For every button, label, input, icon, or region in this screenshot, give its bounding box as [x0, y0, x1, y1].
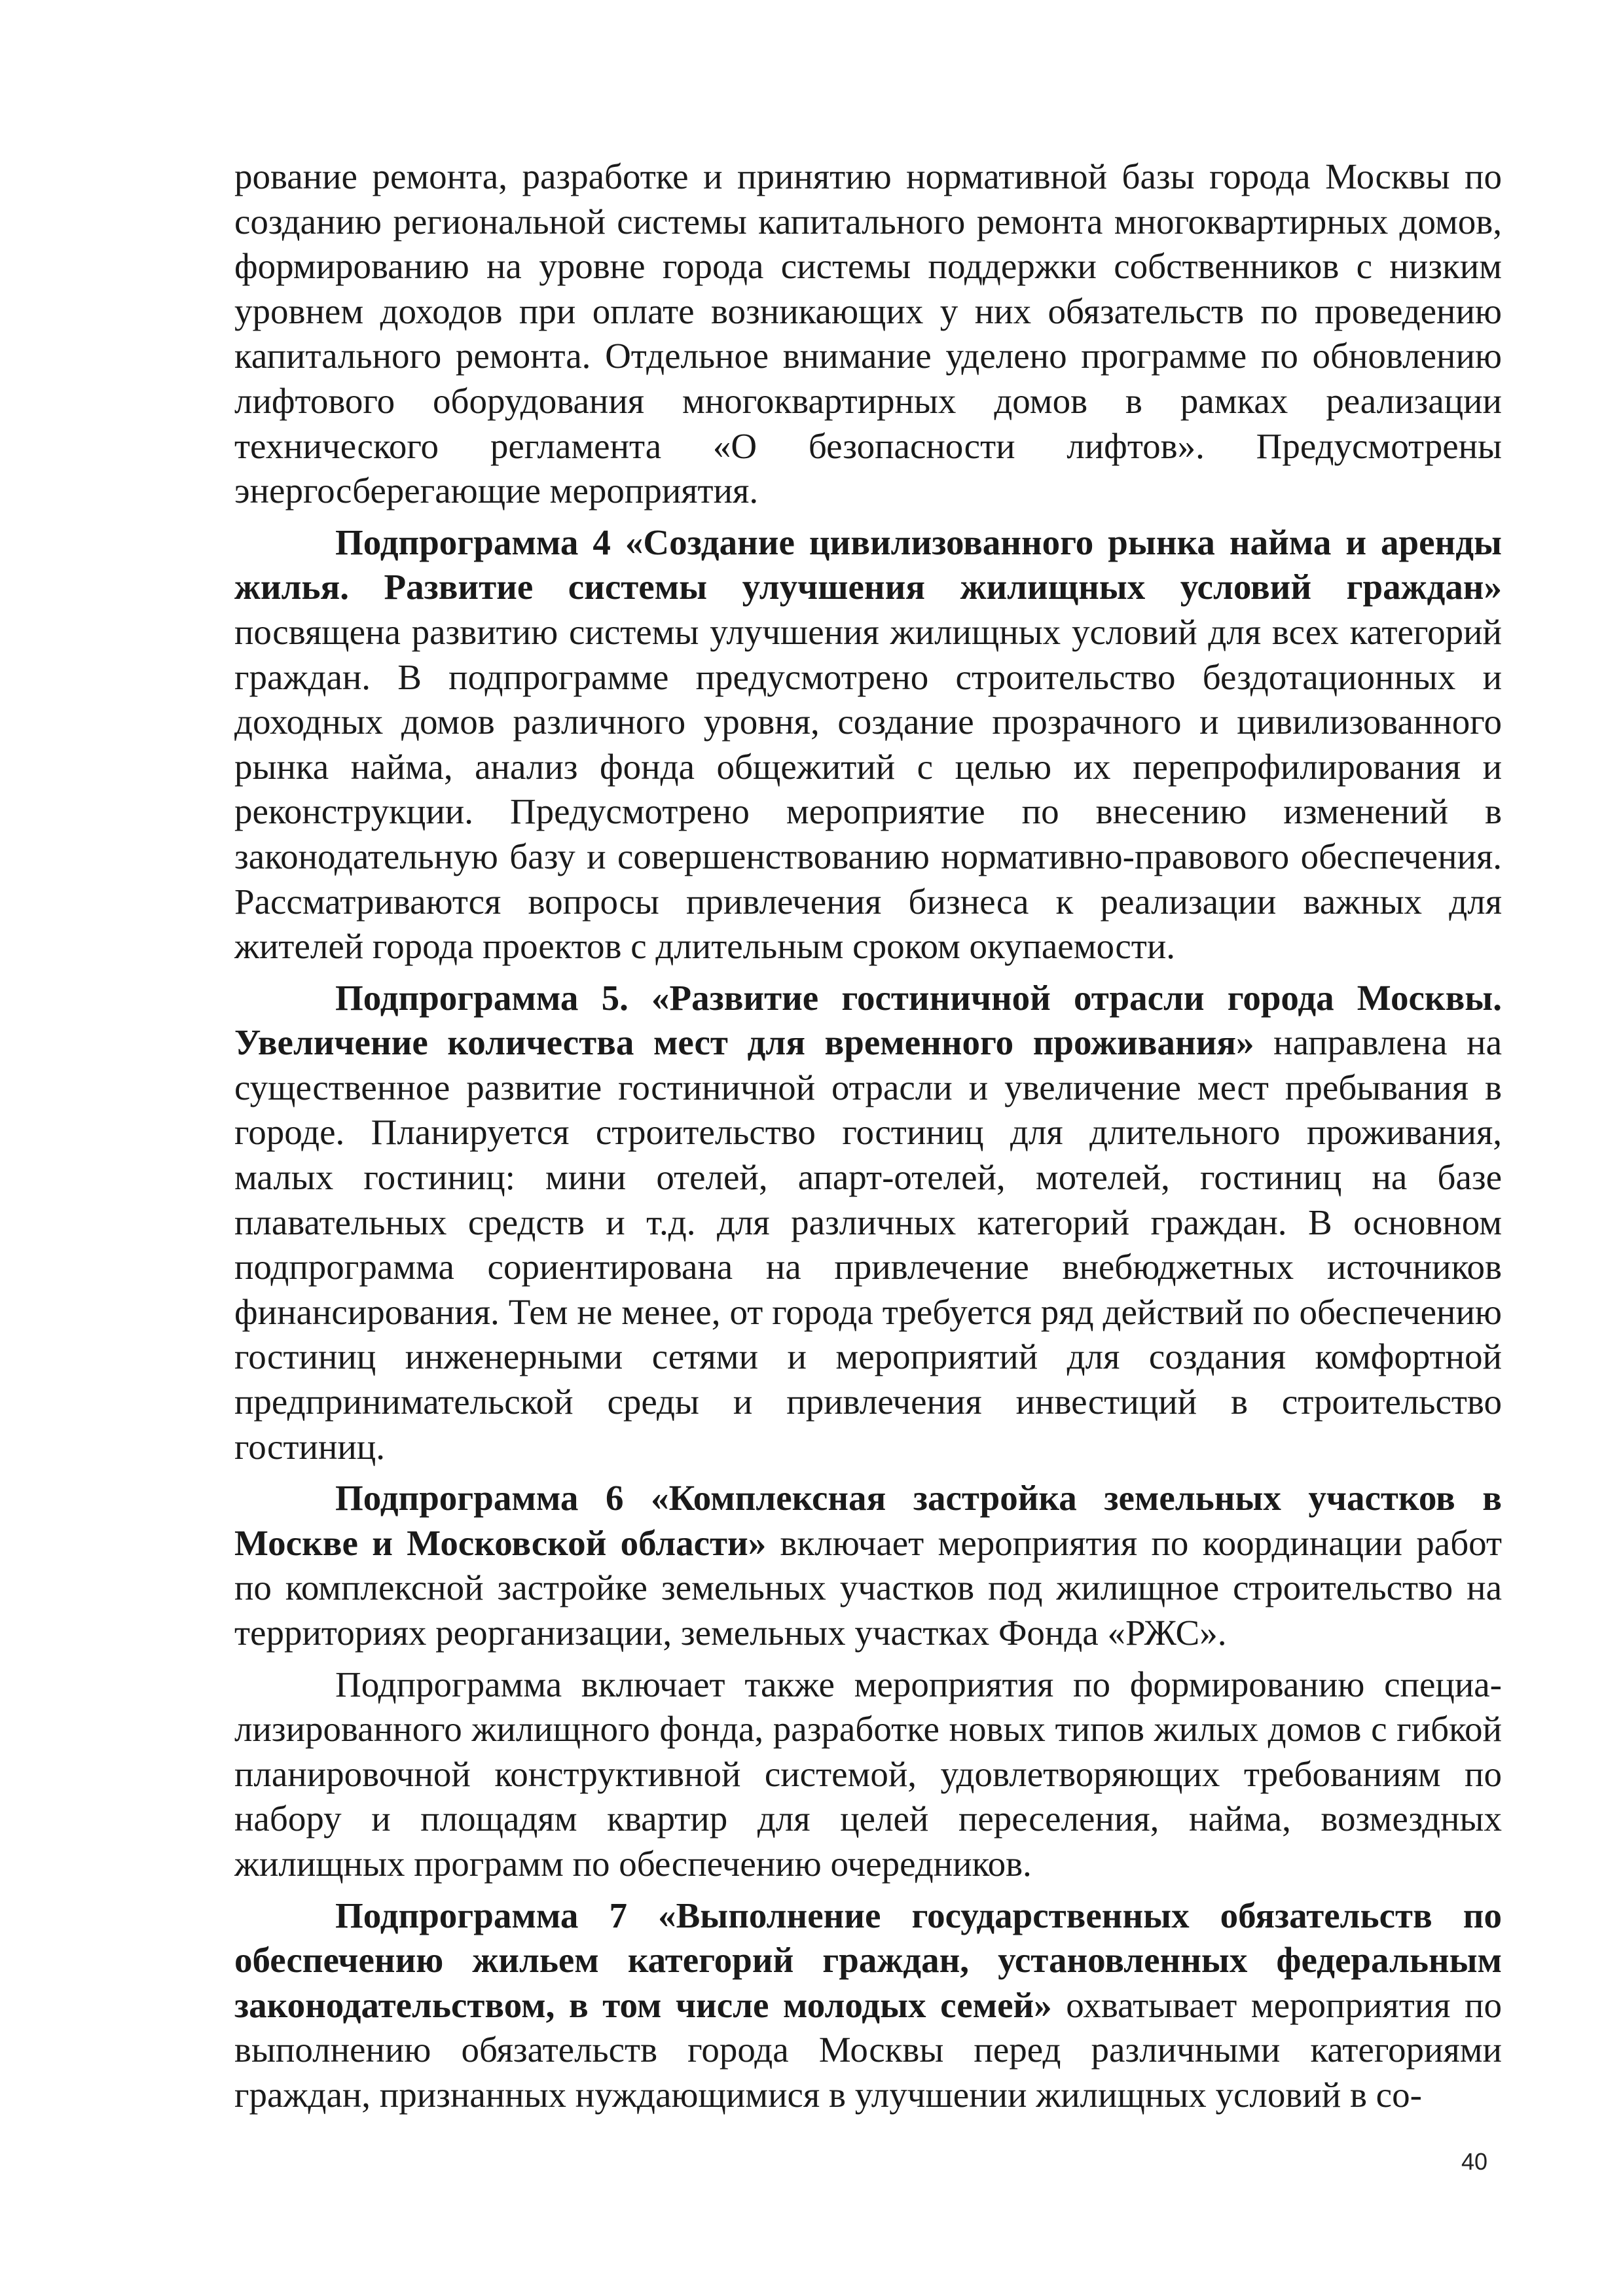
paragraph-subprogram-6: [234, 1476, 1502, 1655]
subprogram-7-title: Подпрограмма 7 «Выполнение государственных обязательств по обеспечению жильем категорий граждан, установленных федеральным законодательством, в том числе молодых семей»: [234, 1895, 1502, 2025]
paragraph-text: направлена на существенное развитие гостиничной отрасли и увеличение мест пребывания в городе. Планируется строительство гостиниц для длительного проживания, малых гостиниц: мини отелей, апарт-отелей, мотелей, гостиниц на базе плавательных средств и т.д. для различных категорий граждан. В основном подпрограмма сориентирована на привлечение внебюджетных источников финансирования. Тем не менее, от города требуется ряд действий по обеспечению гостиниц инженерными сетями и мероприятий для создания комфортной предпринимательской среды и привлечения инвестиций в строительство гостиниц.: [234, 1022, 1502, 1467]
paragraph-text: рование ремонта, разработке и принятию нормативной базы города Москвы по созданию региональной системы капитального ремонта многоквартирных домов, формированию на уровне города системы поддержки собственников с низким уровнем доходов при оплате возникающих у них обязательств по проведению капитального ремонта. Отдельное внимание уделено программе по обновлению лифтового оборудования многоквартирных домов в рамках реализации технического регламента «О безопасности лифтов». Предусмотрены энергосберегающие мероприятия.: [234, 156, 1502, 511]
paragraph-subprogram-6-details: [234, 1662, 1502, 1887]
paragraph-capital-repair-continuation: [234, 154, 1502, 514]
paragraph-subprogram-5: [234, 976, 1502, 1470]
paragraph-text: посвящена развитию системы улучшения жилищных условий для всех категорий граждан. В подпрограмме предусмотрено строительство бездотационных и доходных домов различного уровня, создание прозрачного и цивилизованного рынка найма, анализ фонда общежитий с целью их перепрофилирования и реконструкции. Предусмотрено мероприятие по внесению изменений в законодательную базу и совершенствованию нормативно-правового обеспечения. Рассматриваются вопросы привлечения бизнеса к реализации важных для жителей города проектов с длительным сроком окупаемости.: [234, 611, 1502, 967]
paragraph-subprogram-7: [234, 1893, 1502, 2118]
paragraph-text: охватывает мероприятия по выполнению обязательств города Москвы перед различными категориями граждан, признанных нуждающимися в улучшении жилищных условий в со-: [234, 1984, 1502, 2115]
subprogram-6-title: Подпрограмма 6 «Комплексная застройка земельных участков в Москве и Московской области»: [234, 1478, 1502, 1563]
subprogram-5-title: Подпрограмма 5. «Развитие гостиничной отрасли города Москвы. Увеличение количества мест для временного проживания»: [234, 977, 1502, 1063]
page-number: 40: [1461, 2148, 1488, 2175]
paragraph-text: Подпрограмма включает также мероприятия по формированию специализированного жилищного фонда, разработке новых типов жилых домов с гибкой планировочной конструктивной системой, удовлетворяющих требованиям по набору и площадям квартир для целей переселения, найма, возмездных жилищных программ по обеспечению очередников.: [234, 1664, 1502, 1884]
subprogram-4-title: Подпрограмма 4 «Создание цивилизованного рынка найма и аренды жилья. Развитие системы улучшения жилищных условий граждан»: [234, 522, 1502, 607]
paragraph-text: включает мероприятия по координации работ по комплексной застройке земельных участков под жилищное строительство на территориях реорганизации, земельных участках Фонда «РЖС».: [234, 1522, 1502, 1653]
document-body: [234, 154, 1502, 2125]
paragraph-subprogram-4: [234, 520, 1502, 969]
